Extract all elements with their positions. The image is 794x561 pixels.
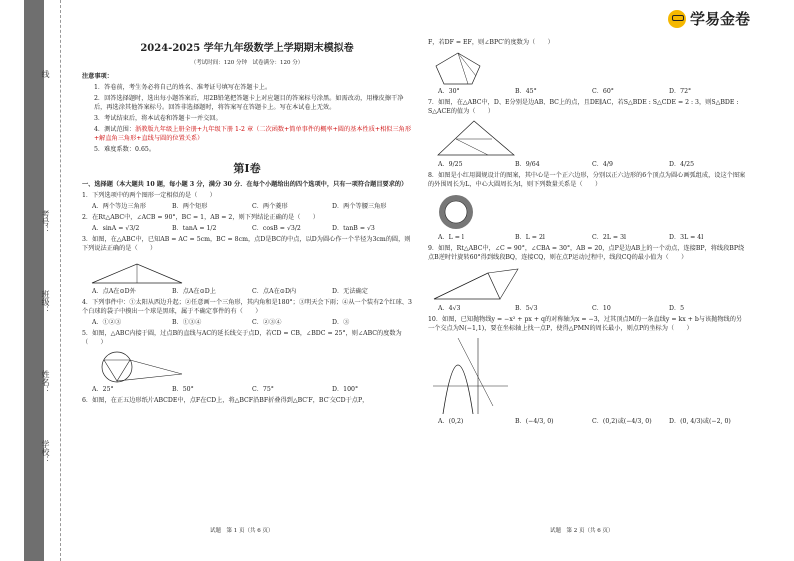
- question-5-options: [82, 386, 412, 395]
- question-3-options: [82, 288, 412, 297]
- option: A．(0,2): [438, 417, 464, 425]
- option: C．4/9: [592, 160, 613, 168]
- right-page: [428, 36, 746, 429]
- question-10-options: [428, 418, 746, 427]
- triangle-figure: [82, 256, 202, 286]
- binding-strip: [24, 0, 44, 561]
- option: D．tanB = √3: [332, 225, 375, 233]
- note-3: 3．考试结束后，将本试卷和答题卡一并交回。: [94, 115, 222, 123]
- option: B．两个矩形: [172, 203, 208, 211]
- option: C．10: [592, 304, 611, 312]
- option: B．45°: [515, 87, 537, 95]
- question-8: 8．如图是小红用圆规设计的图案，其中心是一个正六边形，分别以正六边形的6个顶点为圆心画弧组成，设这个图案的外围周长为L，中心大圆周长为l，则下列数量关系是（ ）: [428, 171, 746, 188]
- question-1-options: [82, 203, 412, 212]
- section-1-heading: 一、选择题（本大题共 10 题，每小题 3 分，满分 30 分．在每个小题给出的四个选项中，只有一项符合题目要求的）: [82, 181, 408, 189]
- option: C．cosB = √3/2: [252, 225, 301, 233]
- option: C．60°: [592, 87, 614, 95]
- parabola-figure: [428, 336, 518, 416]
- option: A．30°: [438, 87, 460, 95]
- binding-mark-line: 线: [41, 70, 50, 78]
- question-4: 4．下列事件中：①太阳从西边升起；②任意画一个三角形，其内角和是180°；③明天会下雨；④从一个装有2个红球、3个白球的袋子中摸出一个球是黑球，属于不确定事件的有（ ）: [82, 299, 412, 316]
- logo-text: 学易金卷: [689, 10, 750, 28]
- option: D．3L = 4l: [669, 233, 704, 241]
- option: C．2L = 3l: [592, 233, 627, 241]
- question-10: 10．如图，已知抛物线y = −x² + px + q的对称轴为x = −3，过其顶点M的一条直线y = kx + b与该抛物线的另一个交点为N(−1,1)，要在坐标轴上找一点P，使得△PMN的周长最小，则点P的坐标为（ ）: [428, 315, 743, 332]
- question-9: 9．如图，Rt△ABC中，∠C = 90°，∠CBA = 30°，AB = 20，点P是边AB上的一个动点，连接BP，将线段BP绕点B逆时针旋转60°得到线段BQ，连接CQ，则在点P运动过程中，线段CQ的最小值为（ ）: [428, 244, 745, 261]
- option: B．50°: [172, 386, 194, 394]
- option: B．①③④: [172, 319, 202, 327]
- option: B．点A在⊙D上: [172, 288, 216, 296]
- option: D．72°: [669, 87, 692, 95]
- note-4-prefix: 4．测试范围：: [94, 126, 136, 134]
- option: C．75°: [252, 386, 274, 394]
- option: A．L = l: [438, 233, 464, 241]
- flower-pattern-figure: [428, 192, 488, 232]
- note-4-scope: 浙教版九年级上册全册+九年级下册 1-2 章（二次函数+简单事件的概率+圆的基本性质+相似三角形+解直角三角形+直线与圆的位置关系）: [94, 126, 412, 143]
- note-4: [94, 126, 412, 144]
- question-4-options: [82, 319, 412, 328]
- option: D．4/25: [669, 160, 695, 168]
- option: B．L = 2l: [515, 233, 545, 241]
- question-1: 1．下列选项中的两个图形一定相似的是（ ）: [82, 192, 216, 200]
- class-label: 班级：: [41, 290, 50, 314]
- question-6-options: [428, 88, 746, 97]
- note-1: 1．答卷前，考生务必将自己的姓名、准考证号填写在答题卡上。: [94, 84, 272, 92]
- option: A．9/25: [438, 160, 463, 168]
- triangle-de-figure: [428, 119, 528, 159]
- option: C．②③④: [252, 319, 282, 327]
- circle-figure: [82, 350, 202, 384]
- note-5: 5．难度系数：0.65。: [94, 146, 156, 154]
- question-6-continued: F，若DF = EF，则∠BPC′的度数为（ ）: [428, 39, 554, 46]
- question-7: 7．如图，在△ABC中，D、E分别是边AB、BC上的点，且DE∥AC，若S△BDE : S△CDE = 2 : 3，则S△BDE : S△ACE的值为（ ）: [428, 98, 739, 115]
- option: D．③: [332, 319, 350, 327]
- left-page: [82, 36, 412, 408]
- option: D．无法确定: [332, 288, 368, 296]
- option: A．4√3: [438, 304, 461, 312]
- option: C．点A在⊙D内: [252, 288, 297, 296]
- binding-dashed-line: [60, 0, 62, 561]
- question-2: 2．在Rt△ABC中，∠ACB = 90°，BC = 1，AB = 2，则下列结论正确的是（ ）: [82, 214, 319, 222]
- option: D．两个等腰三角形: [332, 203, 387, 211]
- option: A．两个等边三角形: [92, 203, 146, 211]
- option: B．5√3: [515, 304, 538, 312]
- question-2-options: [82, 225, 412, 234]
- option: A．sinA = √3/2: [92, 225, 140, 233]
- option: D．5: [669, 304, 685, 312]
- footer-page-2: 试题 第 2 页（共 6 页）: [550, 528, 614, 534]
- logo: [668, 8, 750, 29]
- option: C．两个菱形: [252, 203, 288, 211]
- question-5: 5．如图，△ABC内接于圆，过点B的直线与AC的延长线交于点D，若CD = CB，∠BDC = 25°，则∠ABC的度数为（ ）: [82, 330, 402, 347]
- volume-heading: 第Ⅰ卷: [233, 162, 261, 176]
- note-2: 2．回答选择题时，选出每小题答案后，用2B铅笔把答题卡上对应题目的答案标号涂黑。如需改动，用橡皮擦干净后，再选涂其他答案标号。回答非选择题时，将答案写在答题卡上。写在本试卷上无效。: [94, 95, 404, 112]
- question-9-options: [428, 305, 746, 314]
- question-6: 6．如图，在正五边形纸片ABCDE中，点F在CD上，将△BCF沿BF折叠得到△BC′F，BC′交CD于点P，: [82, 397, 369, 405]
- option: A．①②③: [92, 319, 122, 327]
- question-3: 3．如图，在△ABC中，已知AB = AC = 5cm，BC = 8cm，点D是BC的中点，以D为圆心作一个半径为3cm的圆，则下列说法正确的是（ ）: [82, 236, 411, 253]
- option: A．点A在⊙D外: [92, 288, 136, 296]
- name-label: 姓名：: [41, 370, 50, 394]
- option: A．25°: [92, 386, 114, 394]
- school-label: 学校：: [41, 440, 50, 464]
- exam-title: 2024-2025 学年九年级数学上学期期末模拟卷: [140, 43, 354, 54]
- option: B．(−4/3, 0): [515, 417, 554, 425]
- question-7-options: [428, 161, 746, 170]
- footer-page-1: 试题 第 1 页（共 6 页）: [210, 528, 274, 534]
- option: D．(0, 4/3)或(−2, 0): [669, 417, 731, 425]
- option: D．100°: [332, 386, 359, 394]
- option: B．9/64: [515, 160, 540, 168]
- exam-number-label: 考号：: [41, 210, 50, 234]
- exam-subtitle: （考试时间：120 分钟 试卷满分：120 分）: [190, 59, 304, 66]
- question-8-options: [428, 234, 746, 243]
- option: B．tanA = 1/2: [172, 225, 217, 233]
- pentagon-figure: [428, 50, 498, 86]
- option: C．(0,2)或(−4/3, 0): [592, 417, 652, 425]
- right-triangle-figure: [428, 265, 538, 303]
- notes-heading: 注意事项：: [82, 73, 113, 81]
- graduation-cap-icon: [668, 10, 686, 28]
